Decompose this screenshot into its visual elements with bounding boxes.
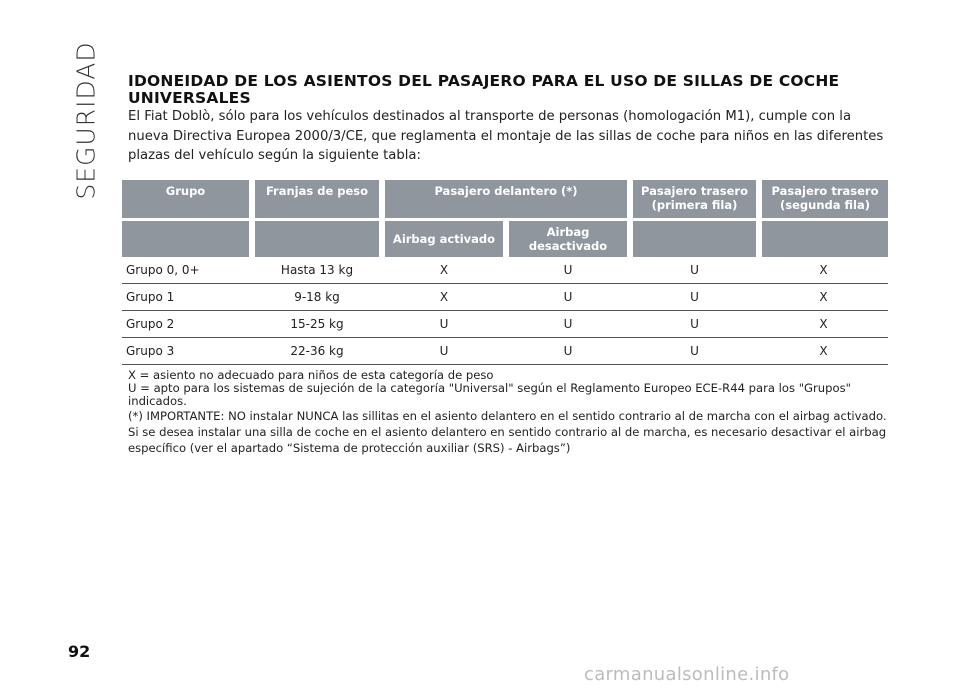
section-label-text: SEGURIDAD (71, 40, 101, 200)
cell-grupo: Grupo 1 (122, 284, 252, 311)
page-number: 92 (68, 642, 91, 661)
cell-trasero-2: X (759, 257, 888, 284)
cell-peso: 22-36 kg (252, 338, 382, 365)
subheader-empty (759, 220, 888, 258)
watermark: carmanualsonline.info (584, 664, 790, 685)
cell-airbag-off: U (506, 311, 630, 338)
cell-trasero-1: U (630, 311, 759, 338)
cell-trasero-2: X (759, 338, 888, 365)
note-x: X = asiento no adecuado para niños de esta categoría de peso (128, 368, 494, 382)
cell-airbag-on: X (382, 284, 506, 311)
cell-trasero-2: X (759, 284, 888, 311)
subheader-empty (122, 220, 252, 258)
table-row (122, 257, 888, 284)
cell-airbag-on: X (382, 257, 506, 284)
table-row (122, 338, 888, 365)
cell-trasero-1: U (630, 338, 759, 365)
cell-airbag-off: U (506, 284, 630, 311)
subheader-airbag-on: Airbag activado (382, 220, 506, 258)
intro-paragraph: El Fiat Doblò, sólo para los vehículos destinados al transporte de personas (homologación M1), cumple con la nueva Directiva Europea 2000/3/CE, que reglamenta el montaje de las sillas de coche para niños en las diferentes plazas del vehículo según la siguiente tabla: (128, 109, 884, 163)
cell-peso: 9-18 kg (252, 284, 382, 311)
header-trasero-2: Pasajero trasero (segunda fila) (759, 180, 888, 220)
cell-grupo: Grupo 2 (122, 311, 252, 338)
cell-airbag-off: U (506, 338, 630, 365)
cell-peso: Hasta 13 kg (252, 257, 382, 284)
page-title: IDONEIDAD DE LOS ASIENTOS DEL PASAJERO PARA EL USO DE SILLAS DE COCHE UNIVERSALES (128, 72, 840, 107)
header-peso: Franjas de peso (252, 180, 382, 220)
cell-grupo: Grupo 0, 0+ (122, 257, 252, 284)
cell-airbag-off: U (506, 257, 630, 284)
cell-trasero-1: U (630, 284, 759, 311)
note-important: (*) IMPORTANTE: NO instalar NUNCA las sillitas en el asiento delantero en el sentido contrario al de marcha con el airbag activado. Si se desea instalar una silla de coche en el asiento delantero en sentido contrario al de marcha, es necesario desactivar el airbag específico (ver el apartado “Sistema de protección auxiliar (SRS) - Airbags”) (128, 409, 887, 455)
table-row (122, 311, 888, 338)
cell-trasero-1: U (630, 257, 759, 284)
header-trasero-1: Pasajero trasero (primera fila) (630, 180, 759, 220)
table-subheader-row (122, 220, 888, 258)
table-header-row (122, 180, 888, 220)
cell-trasero-2: X (759, 311, 888, 338)
table-notes (128, 369, 888, 456)
cell-peso: 15-25 kg (252, 311, 382, 338)
header-delantero: Pasajero delantero (*) (382, 180, 630, 220)
section-label (66, 40, 106, 200)
header-grupo: Grupo (122, 180, 252, 220)
cell-airbag-on: U (382, 311, 506, 338)
cell-airbag-on: U (382, 338, 506, 365)
table-row (122, 284, 888, 311)
subheader-airbag-off: Airbag desactivado (506, 220, 630, 258)
note-u: U = apto para los sistemas de sujeción de la categoría "Universal" según el Reglamento Europeo ECE-R44 para los "Grupos" indicados. (128, 381, 851, 408)
subheader-empty (252, 220, 382, 258)
subheader-empty (630, 220, 759, 258)
child-seat-table (122, 180, 888, 365)
cell-grupo: Grupo 3 (122, 338, 252, 365)
